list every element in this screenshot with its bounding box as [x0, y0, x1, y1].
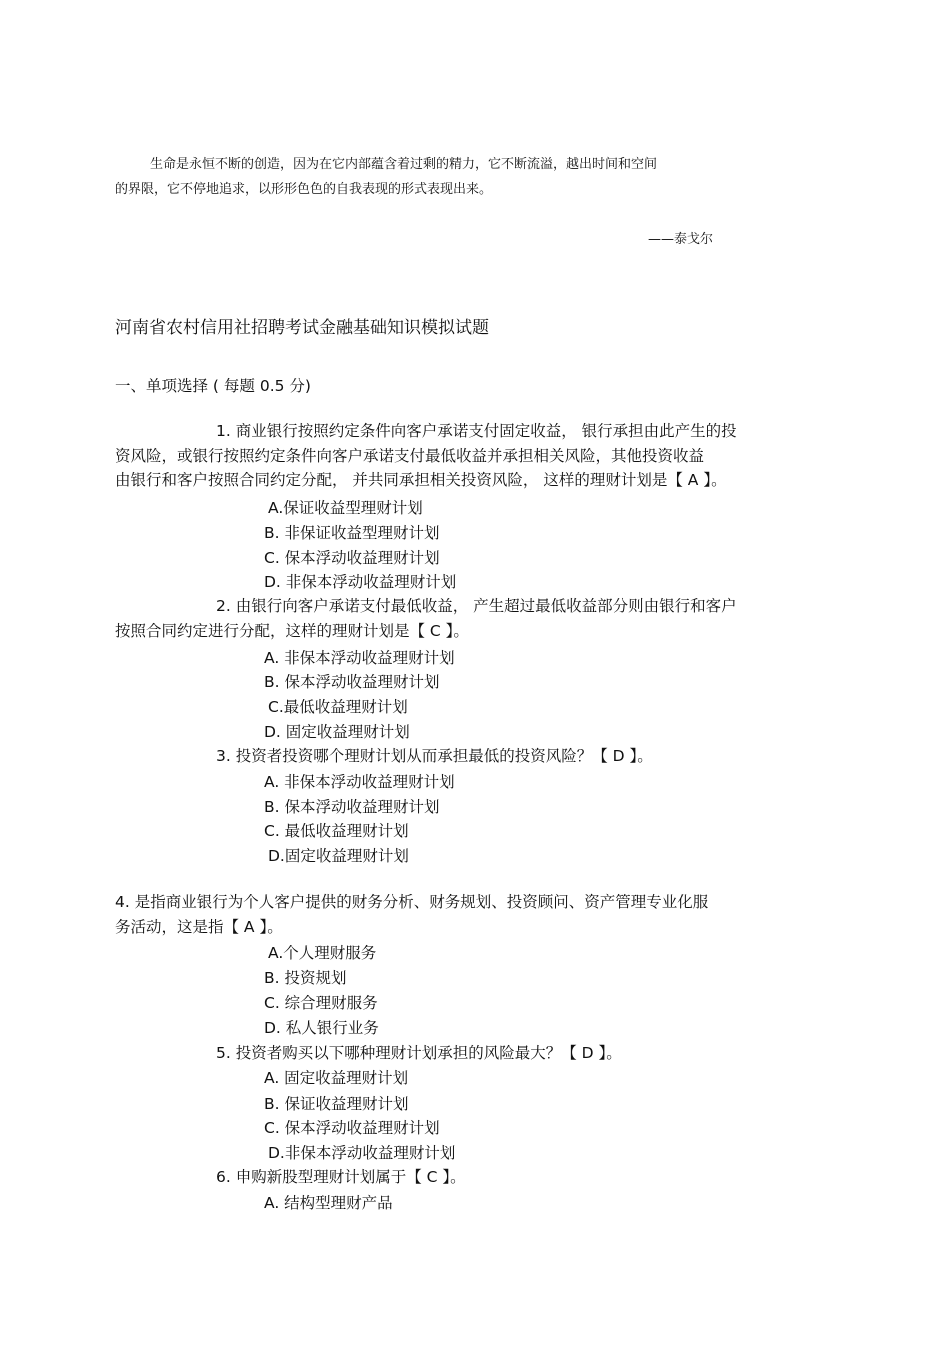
option: A. 非保本浮动收益理财计划: [264, 773, 455, 791]
option: C. 保本浮动收益理财计划: [264, 549, 440, 567]
option: C. 保本浮动收益理财计划: [264, 1119, 440, 1137]
option: A. 结构型理财产品: [264, 1194, 393, 1212]
option: D.固定收益理财计划: [268, 847, 409, 865]
option: A. 非保本浮动收益理财计划: [264, 649, 455, 667]
option: B. 保证收益理财计划: [264, 1095, 409, 1113]
question-stem: [115, 890, 708, 939]
epigraph-author: ——泰戈尔: [648, 232, 714, 247]
question-stem: [216, 744, 653, 769]
option: D.非保本浮动收益理财计划: [268, 1144, 456, 1162]
question-line: 务活动，这是指【 A 】。: [115, 917, 283, 936]
option: D. 私人银行业务: [264, 1019, 379, 1037]
epigraph: [115, 152, 755, 202]
option: D. 固定收益理财计划: [264, 723, 410, 741]
question-line: 6. 申购新股型理财计划属于【 C 】。: [216, 1168, 466, 1186]
question-line: 1. 商业银行按照约定条件向客户承诺支付固定收益， 银行承担由此产生的投: [216, 422, 737, 440]
option: A.保证收益型理财计划: [268, 499, 423, 517]
question-line: 3. 投资者投资哪个理财计划从而承担最低的投资风险？【 D 】。: [216, 747, 653, 765]
epigraph-line: 生命是永恒不断的创造，因为在它内部蕴含着过剩的精力，它不断流溢，越出时间和空间: [150, 157, 658, 172]
epigraph-line: 的界限，它不停地追求，以形形色色的自我表现的形式表现出来。: [115, 182, 493, 197]
question-line: 资风险，或银行按照约定条件向客户承诺支付最低收益并承担相关风险，其他投资收益: [115, 446, 705, 465]
question-stem: [115, 419, 737, 493]
question-stem: [115, 594, 737, 643]
question-line: 4. 是指商业银行为个人客户提供的财务分析、财务规划、投资顾问、资产管理专业化服: [115, 893, 709, 911]
option: C. 综合理财服务: [264, 994, 378, 1012]
option: B. 非保证收益型理财计划: [264, 524, 440, 542]
option: D. 非保本浮动收益理财计划: [264, 573, 457, 591]
question-line: 2. 由银行向客户承诺支付最低收益， 产生超过最低收益部分则由银行和客户: [216, 597, 737, 615]
page-title: 河南省农村信用社招聘考试金融基础知识模拟试题: [115, 318, 489, 338]
option: B. 投资规划: [264, 969, 347, 987]
question-line: 由银行和客户按照合同约定分配， 并共同承担相关投资风险， 这样的理财计划是【 A 】。: [115, 471, 727, 489]
option: C.最低收益理财计划: [268, 698, 408, 716]
option: A.个人理财服务: [268, 944, 377, 962]
option: B. 保本浮动收益理财计划: [264, 673, 440, 691]
question-stem: [216, 1165, 466, 1190]
question-line: 5. 投资者购买以下哪种理财计划承担的风险最大？【 D 】。: [216, 1044, 622, 1062]
question-line: 按照合同约定进行分配，这样的理财计划是【 C 】。: [115, 621, 469, 640]
option: B. 保本浮动收益理财计划: [264, 798, 440, 816]
option: A. 固定收益理财计划: [264, 1069, 409, 1087]
section-heading: 一、单项选择 ( 每题 0.5 分): [115, 377, 311, 395]
option: C. 最低收益理财计划: [264, 822, 409, 840]
question-stem: [216, 1041, 622, 1066]
